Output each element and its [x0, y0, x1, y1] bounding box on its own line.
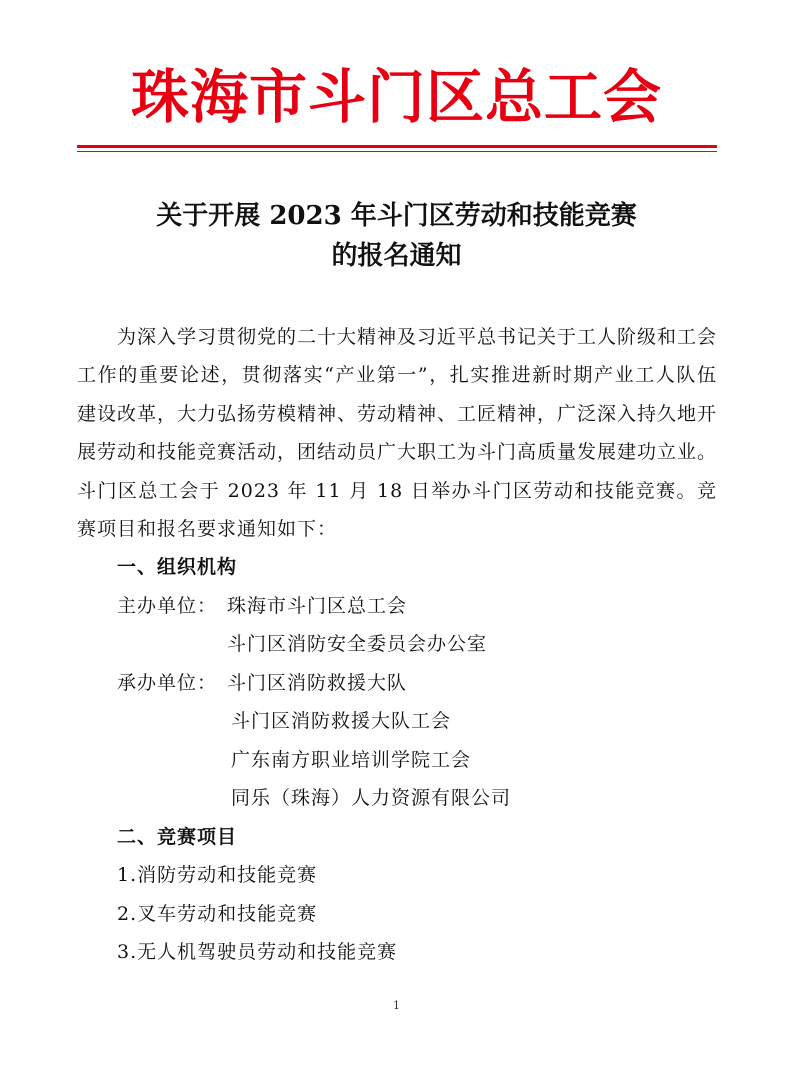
host-item: 斗门区消防安全委员会办公室	[227, 633, 488, 655]
document-title-line-2: 的报名通知	[331, 241, 462, 271]
organizer-item: 斗门区消防救援大队	[227, 672, 408, 694]
section-heading-organization: 一、组织机构	[117, 556, 238, 578]
event-item: 1.消防劳动和技能竞赛	[117, 864, 318, 886]
section-heading-events: 二、竞赛项目	[117, 826, 238, 848]
event-item: 3.无人机驾驶员劳动和技能竞赛	[117, 941, 398, 963]
masthead-title: 珠海市斗门区总工会	[130, 63, 662, 131]
organizer-label: 承办单位：	[117, 672, 218, 694]
organizer-item: 同乐（珠海）人力资源有限公司	[231, 787, 512, 809]
masthead-rule-thin	[77, 151, 717, 152]
host-label: 主办单位：	[117, 595, 218, 617]
organizer-item: 广东南方职业培训学院工会	[231, 749, 472, 771]
page-number: 1	[393, 999, 400, 1012]
event-item: 2.叉车劳动和技能竞赛	[117, 903, 318, 925]
document-title-line-1: 关于开展 2023 年斗门区劳动和技能竞赛	[156, 201, 637, 231]
host-item: 珠海市斗门区总工会	[227, 595, 408, 617]
masthead-rule-thick	[77, 145, 717, 148]
intro-paragraph: 为深入学习贯彻党的二十大精神及习近平总书记关于工人阶级和工会工作的重要论述，贯彻落实“产业第一”，扎实推进新时期产业工人队伍建设改革，大力弘扬劳模精神、劳动精神、工匠精神，广泛深入持久地开展劳动和技能竞赛活动，团结动员广大职工为斗门高质量发展建功立业。斗门区总工会于 2023 年 11 月 18 日举办斗门区劳动和技能竞赛。竞赛项目和报名要求通知如下：	[77, 326, 718, 541]
organizer-item: 斗门区消防救援大队工会	[231, 710, 452, 732]
